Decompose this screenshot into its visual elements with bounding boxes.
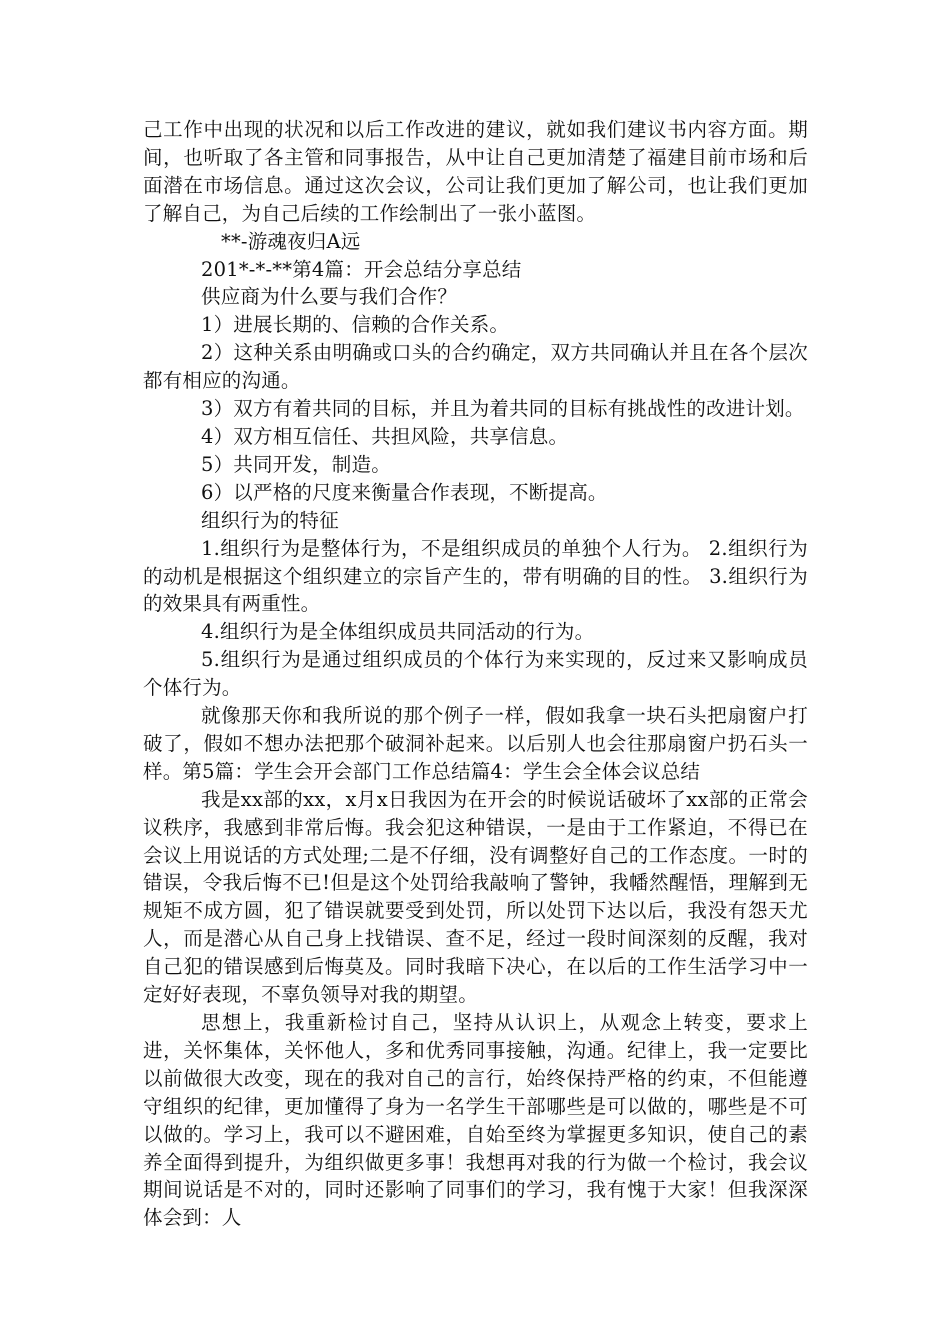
list-item-6: 6）以严格的尺度来衡量合作表现，不断提高。 xyxy=(201,480,608,504)
section-heading-part4: 201*-*-**第4篇：开会总结分享总结 xyxy=(201,257,522,281)
org-behavior-heading: 组织行为的特征 xyxy=(201,508,339,532)
org-behavior-points-1-3: 1.组织行为是整体行为，不是组织成员的单独个人行为。 2.组织行为的动机是根据这个组织建立的宗旨产生的，带有明确的目的性。 3.组织行为的效果具有两重性。 xyxy=(143,536,808,616)
list-item-1: 1）进展长期的、信赖的合作关系。 xyxy=(201,313,510,337)
reflection-paragraph: 思想上，我重新检讨自己，坚持从认识上，从观念上转变，要求上进，关怀集体，关怀他人，多和优秀同事接触，沟通。纪律上，我一定要比以前做很大改变，现在的我对自己的言行，始终保持严格的约束，不但能遵守组织的纪律，更加懂得了身为一名学生干部哪些是可以做的，哪些是不可以做的。学习上，我可以不避困难，自始至终为掌握更多知识，使自己的素养全面得到提升，为组织做更多事！我想再对我的行为做一个检讨，我会议期间说话是不对的，同时还影响了同事们的学习，我有愧于大家！但我深深体会到：人 xyxy=(143,1011,808,1230)
list-item-2: 2）这种关系由明确或口头的合约确定，双方共同确认并且在各个层次都有相应的沟通。 xyxy=(143,341,808,393)
list-item-5: 5）共同开发，制造。 xyxy=(201,452,391,476)
org-behavior-point-5: 5.组织行为是通过组织成员的个体行为来实现的，反过来又影响成员个体行为。 xyxy=(143,648,808,700)
document-page xyxy=(143,116,808,1232)
apology-paragraph: 我是xx部的xx，x月x日我因为在开会的时候说话破坏了xx部的正常会议秩序，我感到非常后悔。我会犯这种错误，一是由于工作紧迫，不得已在会议上用说话的方式处理;二是不仔细，没有调整好自己的工作态度。一时的错误，令我后悔不已!但是这个处罚给我敲响了警钟，我幡然醒悟，理解到无规矩不成方圆，犯了错误就要受到处罚，所以处罚下达以后，我没有怨天尤人，而是潜心从自己身上找错误、查不足，经过一段时间深刻的反醒，我对自己犯的错误感到后悔莫及。同时我暗下决心，在以后的工作生活学习中一定好好表现，不辜负领导对我的期望。 xyxy=(143,787,808,1007)
question-heading: 供应商为什么要与我们合作？ xyxy=(201,285,458,309)
org-behavior-point-4: 4.组织行为是全体组织成员共同活动的行为。 xyxy=(201,620,595,644)
author-signature: **-游魂夜归A远 xyxy=(221,229,361,253)
window-example-paragraph: 就像那天你和我所说的那个例子一样，假如我拿一块石头把扇窗户打破了，假如不想办法把那个破洞补起来。以后别人也会往那扇窗户扔石头一样。第5篇：学生会开会部门工作总结篇4：学生会全体会议总结 xyxy=(143,704,808,783)
list-item-3: 3）双方有着共同的目标，并且为着共同的目标有挑战性的改进计划。 xyxy=(201,397,805,421)
paragraph-meeting-summary: 己工作中出现的状况和以后工作改进的建议，就如我们建议书内容方面。期间，也听取了各主管和同事报告，从中让自己更加清楚了福建目前市场和后面潜在市场信息。通过这次会议，公司让我们更加了解公司，也让我们更加了解自己，为自己后续的工作绘制出了一张小蓝图。 xyxy=(143,118,808,225)
list-item-4: 4）双方相互信任、共担风险，共享信息。 xyxy=(201,424,569,448)
